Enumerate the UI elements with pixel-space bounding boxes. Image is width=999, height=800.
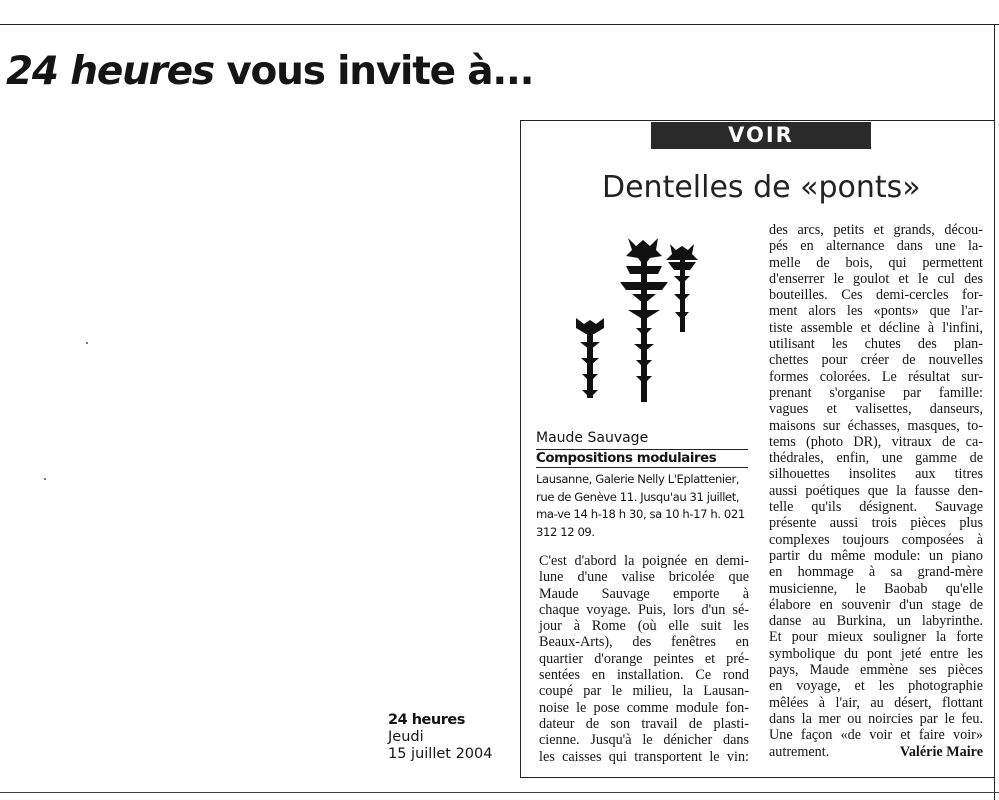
article-top-rule: [520, 120, 994, 121]
page-border-right: [994, 24, 995, 800]
source-day: Jeudi: [388, 729, 424, 745]
venue-info: [536, 471, 748, 541]
page-headline: [6, 44, 533, 100]
body-line: d'enserrer le goulot et le cul des: [769, 270, 983, 287]
body-line: lune d'une valise bricolée que: [539, 569, 749, 586]
venue-line: rue de Genève 11. Jusqu'au 31 juillet,: [536, 489, 740, 504]
article-bottom-rule: [520, 777, 994, 778]
section-tag: VOIR: [651, 122, 871, 149]
publication-source: [388, 712, 492, 763]
body-line: musicienne, le Baobab qu'elle: [769, 580, 983, 597]
headline-invite: vous invite à...: [213, 49, 534, 94]
venue-line: Lausanne, Galerie Nelly L'Eplattenier,: [536, 472, 740, 486]
exhibition-title: Compositions modulaires: [536, 451, 717, 466]
body-line: danse au Burkina, un labyrinthe.: [769, 613, 983, 630]
body-line: des arcs, petits et grands, décou-: [769, 222, 983, 238]
body-line: en voyage, et les photographie: [769, 678, 983, 695]
scan-speck: [44, 478, 46, 480]
body-line: ment alors les «ponts» que l'ar-: [769, 303, 983, 320]
page-border-top: [0, 24, 999, 25]
body-line: pés en alternance dans une la-: [769, 238, 983, 255]
author-name: Valérie Maire: [899, 743, 983, 760]
body-line: jour à Rome (où elle suit les: [539, 618, 749, 635]
body-line: noise le pose comme module fon-: [539, 699, 749, 716]
body-line: vagues et valisettes, danseurs,: [769, 401, 983, 418]
info-divider: [536, 449, 748, 450]
body-line: dans la mer ou noircies par le feu.: [769, 710, 983, 727]
source-date: 15 juillet 2004: [388, 746, 493, 762]
body-line: tems (photo DR), vitraux de ca-: [769, 433, 983, 450]
body-line: chaque voyage. Puis, lors d'un sé-: [539, 601, 749, 618]
body-line: dateur de son travail de plasti-: [539, 715, 749, 732]
body-line: quartier d'orange peintes et pré-: [539, 650, 749, 667]
body-line: formes colorées. Le résultat sur-: [769, 368, 983, 385]
body-line: Une façon «de voir et faire voir»: [769, 727, 983, 744]
info-divider: [536, 467, 748, 468]
article-body-column-1: [539, 553, 749, 765]
body-line: maisons sur échasses, masques, to-: [769, 417, 983, 434]
body-line: Et pour mieux souligner la forte: [769, 629, 983, 646]
body-line: sentées en installation. Ce rond: [539, 667, 749, 684]
body-line: coupé par le milieu, la Lausan-: [539, 683, 749, 700]
closing-word: autrement.: [769, 743, 830, 760]
body-line: telle qu'ils désignent. Sauvage: [769, 499, 983, 516]
body-line: chettes pour créer de nouvelles: [769, 352, 983, 369]
source-name: 24 heures: [388, 712, 465, 728]
body-line: aussi poétiques que la fausse den-: [769, 482, 983, 499]
body-line: pays, Maude emmène ses pièces: [769, 662, 983, 679]
totem-sculptures-image: [570, 232, 720, 407]
body-line: mêlées à l'air, au désert, flottant: [769, 694, 983, 711]
article-left-rule: [520, 120, 521, 777]
body-line: Beaux-Arts), des fenêtres en: [539, 634, 749, 651]
body-line: tiste assemble et décline à l'infini,: [769, 319, 983, 336]
venue-line: ma-ve 14 h-18 h 30, sa 10 h-17 h. 021: [536, 507, 745, 521]
body-line: complexes toujours composées à: [769, 531, 983, 548]
article-title: Dentelles de «ponts»: [602, 170, 921, 205]
body-line: en hommage à sa grand-mère: [769, 564, 983, 581]
body-line: bouteilles. Ces demi-cercles for-: [769, 287, 983, 304]
artist-name: Maude Sauvage: [536, 430, 649, 446]
body-line: Maude Sauvage emporte à: [539, 585, 749, 602]
body-line: présente aussi trois pièces plus: [769, 515, 983, 532]
scan-speck: [86, 342, 88, 344]
body-line: thédrales, enfin, une gamme de: [769, 450, 983, 467]
body-line: partir du même module: un piano: [769, 547, 983, 564]
body-line: silhouettes insolites aux titres: [769, 466, 983, 483]
headline-brand: 24 heures: [6, 49, 214, 94]
page-border-bottom: [0, 792, 999, 793]
body-line: symbolique du pont jeté entre les: [769, 645, 983, 662]
body-line: cienne. Jusqu'à le dénicher dans: [539, 732, 749, 749]
body-line: melle de bois, qui permettent: [769, 254, 983, 271]
body-line: les caisses qui transportent le vin:: [539, 748, 749, 765]
article-body-column-2: [769, 222, 983, 760]
body-line: prenant s'organise par famille:: [769, 384, 983, 401]
body-line: utilisant les chutes des plan-: [769, 336, 983, 353]
body-line: élabore en souvenir d'un stage de: [769, 596, 983, 613]
body-line: C'est d'abord la poignée en demi-: [539, 553, 749, 569]
venue-line: 312 12 09.: [536, 524, 595, 539]
